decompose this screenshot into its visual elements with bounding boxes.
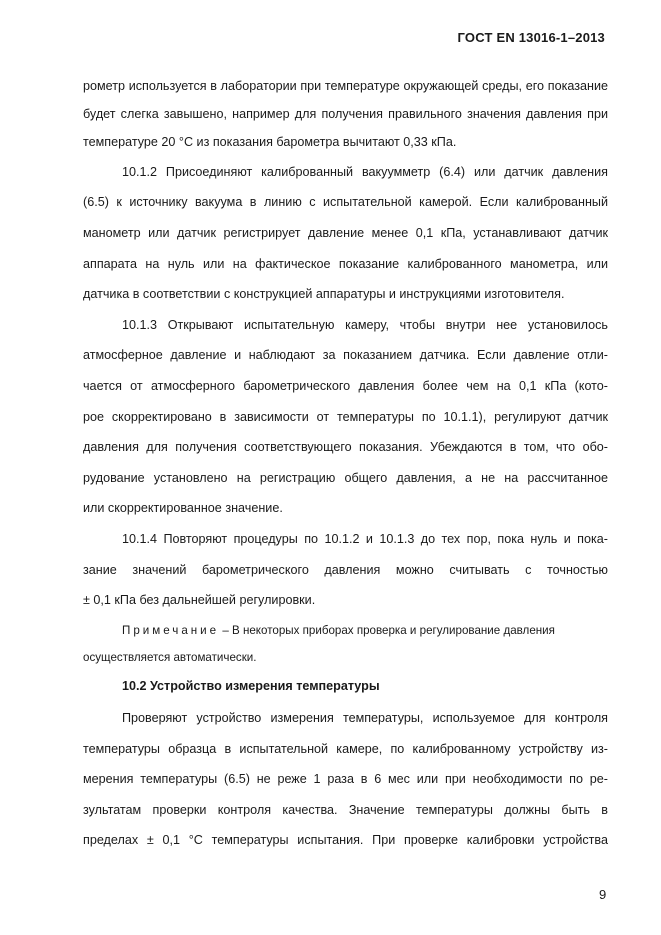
text-line: зультатам проверки контроля качества. Значение температуры должны быть в	[83, 803, 608, 817]
paragraph-first-line: 10.1.2 Присоединяют калиброванный вакуумметр (6.4) или датчик давления	[122, 165, 608, 179]
text-line: давления для получения соответствующего показания. Убеждаются в том, что обо-	[83, 440, 608, 454]
note-text: – В некоторых приборах проверка и регулирование давления	[219, 624, 555, 637]
note-first-line	[122, 623, 608, 639]
section-heading: 10.2 Устройство измерения температуры	[122, 679, 380, 693]
page-number: 9	[599, 887, 607, 902]
text-line: рудование установлено на регистрацию общего давления, а не на рассчитанное	[83, 471, 608, 485]
text-line: ± 0,1 кПа без дальнейшей регулировки.	[83, 593, 316, 607]
text-line: или скорректированное значение.	[83, 501, 283, 515]
text-line: чается от атмосферного барометрического давления более чем на 0,1 кПа (кото-	[83, 379, 608, 393]
text-line: рометр используется в лаборатории при температуре окружающей среды, его показание	[83, 79, 608, 93]
text-line: атмосферное давление и наблюдают за показанием датчика. Если давление отли-	[83, 348, 608, 362]
text-line: аппарата на нуль или на фактическое показание калиброванного манометра, или	[83, 257, 608, 271]
text-line: будет слегка завышено, например для получения правильного значения давления при	[83, 107, 608, 121]
text-line: датчика в соответствии с конструкцией аппаратуры и инструкциями изготовителя.	[83, 287, 565, 301]
text-line: температуре 20 °С из показания барометра вычитают 0,33 кПа.	[83, 135, 457, 149]
text-line: зание значений барометрического давления можно считывать с точностью	[83, 563, 608, 577]
text-line: мерения температуры (6.5) не реже 1 раза в 6 мес или при необходимости по ре-	[83, 772, 608, 786]
text-line: рое скорректировано в зависимости от температуры по 10.1.1), регулируют датчик	[83, 410, 608, 424]
text-line: температуры образца в испытательной камере, по калиброванному устройству из-	[83, 742, 608, 756]
text-line: пределах ± 0,1 °С температуры испытания. При проверке калибровки устройства	[83, 833, 608, 847]
note-label: Примечание	[122, 624, 220, 637]
text-line: (6.5) к источнику вакуума в линию с испытательной камерой. Если калиброванный	[83, 195, 608, 209]
paragraph-first-line: 10.1.4 Повторяют процедуры по 10.1.2 и 10.1.3 до тех пор, пока нуль и пока-	[122, 532, 608, 546]
note-line: осуществляется автоматически.	[83, 651, 257, 664]
paragraph-first-line: Проверяют устройство измерения температуры, используемое для контроля	[122, 711, 608, 725]
document-standard-header: ГОСТ EN 13016-1–2013	[457, 30, 605, 45]
paragraph-first-line: 10.1.3 Открывают испытательную камеру, чтобы внутри нее установилось	[122, 318, 608, 332]
text-line: манометр или датчик регистрирует давление менее 0,1 кПа, устанавливают датчик	[83, 226, 608, 240]
